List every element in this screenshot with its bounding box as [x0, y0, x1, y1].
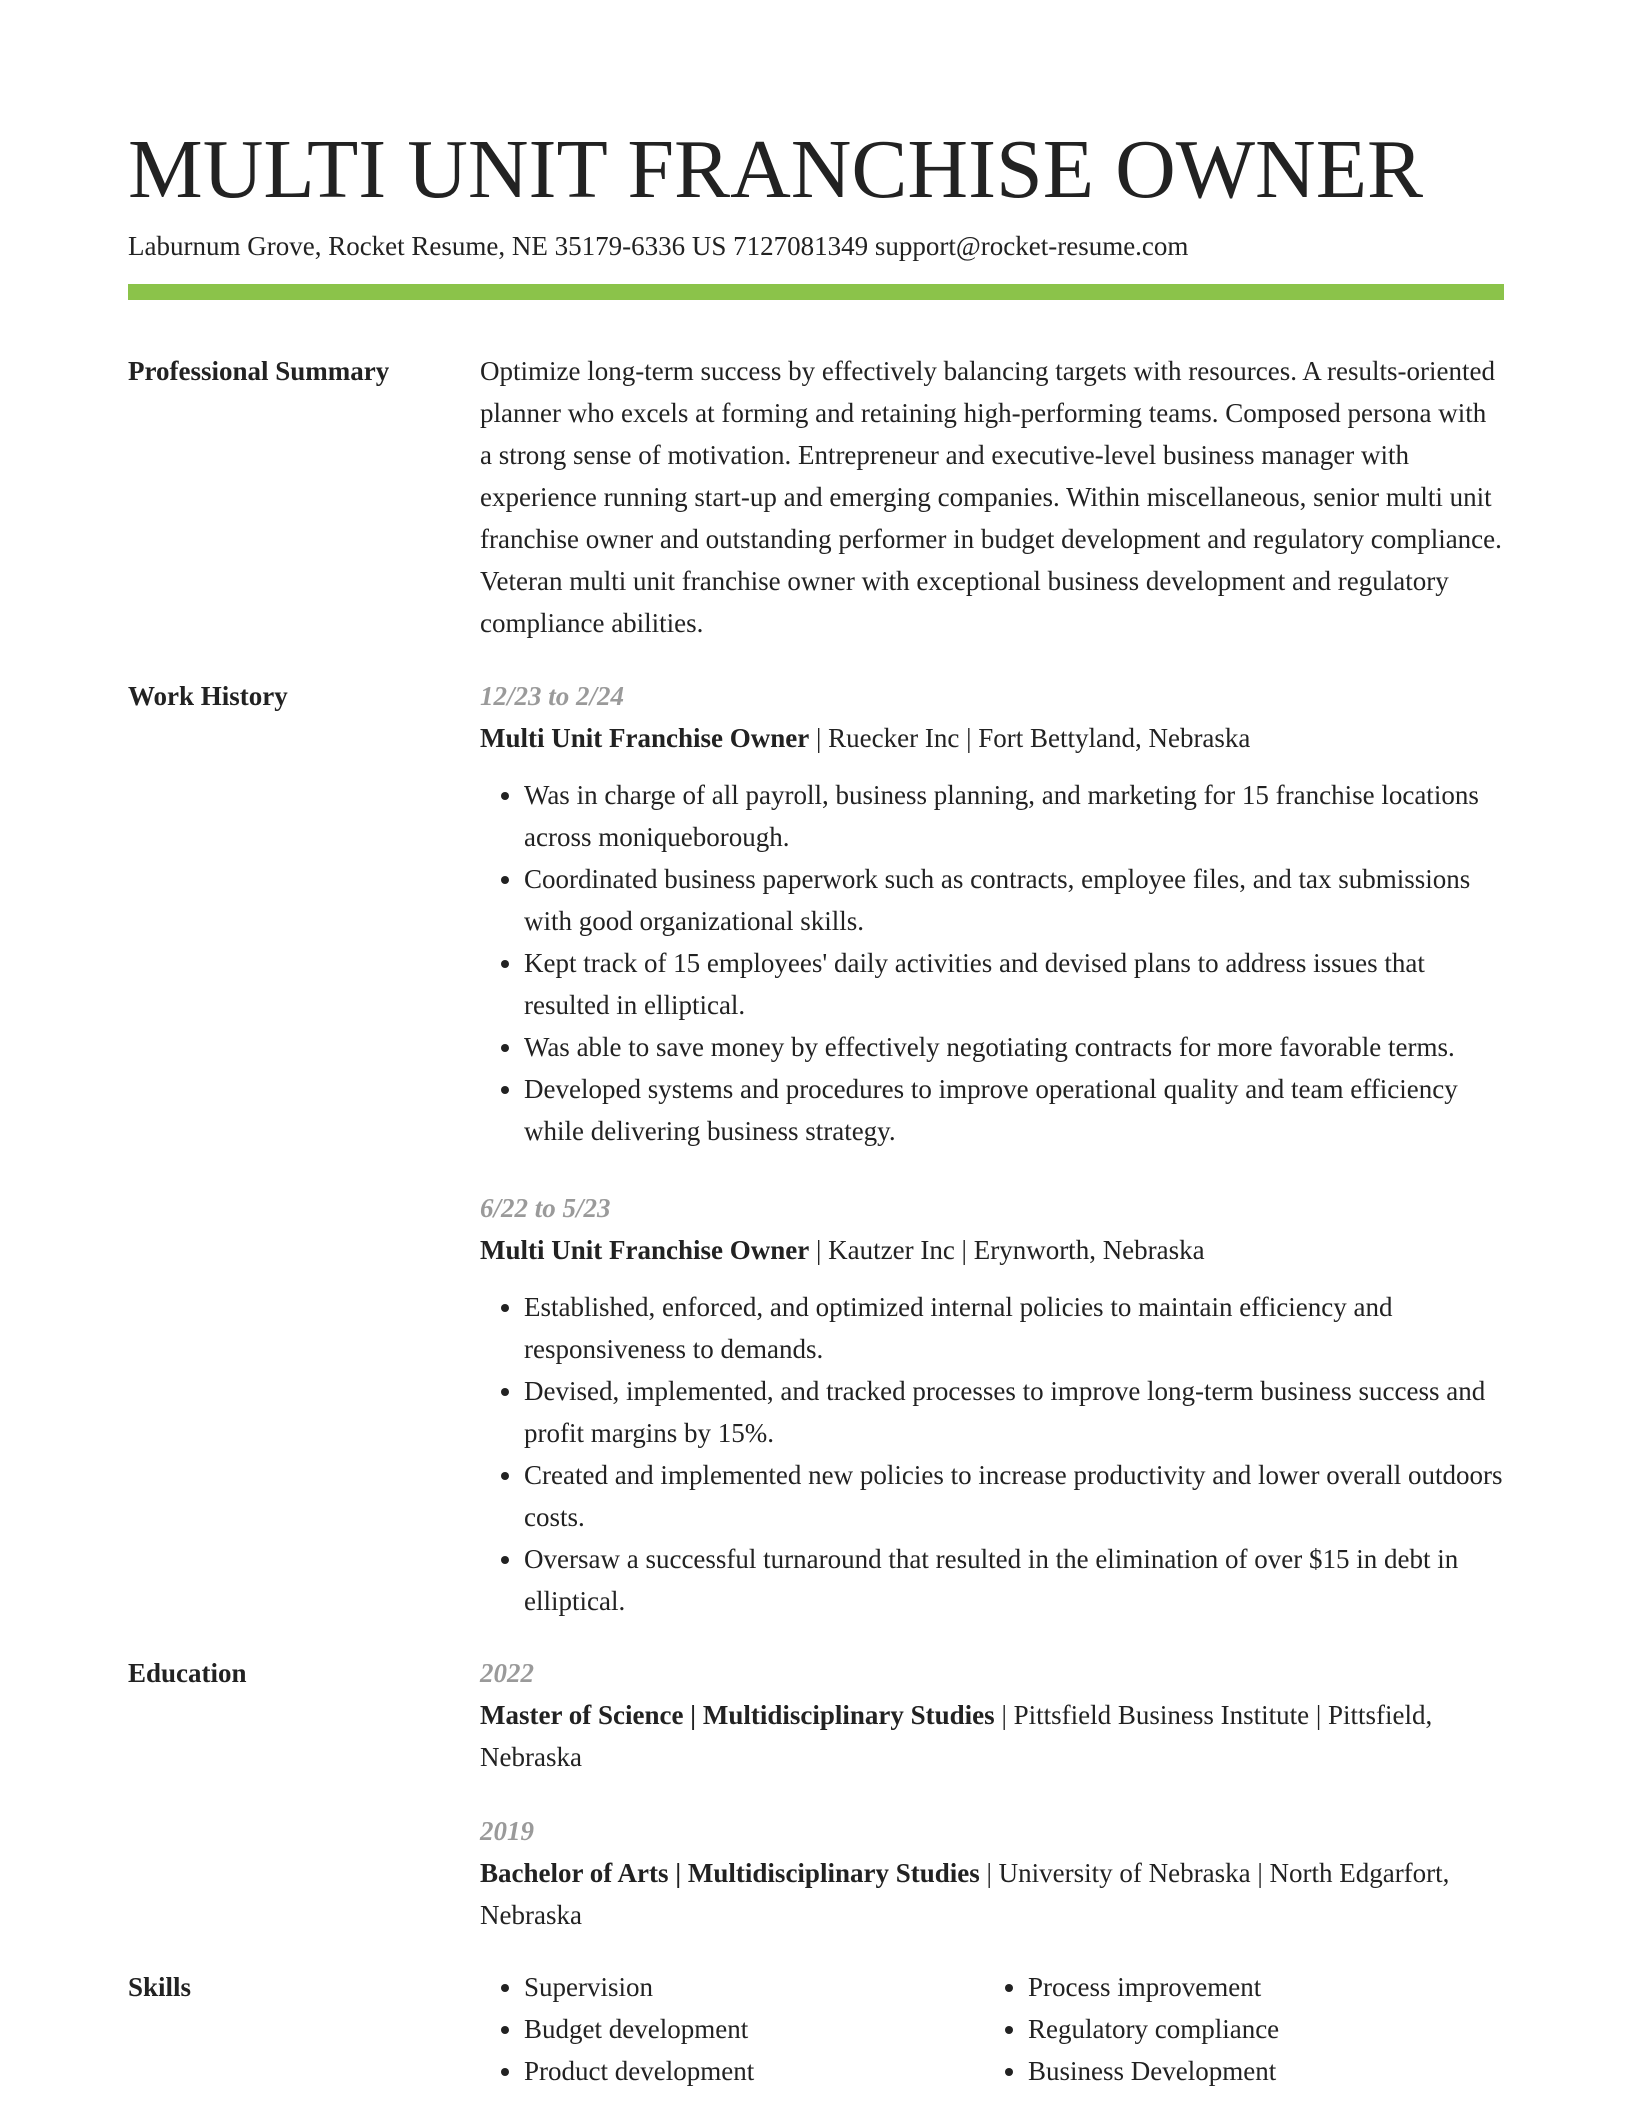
job-bullets: [480, 774, 1504, 1152]
education-degree: Bachelor of Arts | Multidisciplinary Studies: [480, 1858, 980, 1888]
work-history-heading: Work History: [128, 681, 288, 711]
education-degree-line: [480, 1694, 1504, 1778]
job-entry: [480, 675, 1504, 1152]
education-degree-line: [480, 1852, 1504, 1936]
skills-list-right: [984, 1966, 1488, 2092]
job-bullet: • Developed systems and procedures to improve operational quality and team efficiency while delivering business strategy.: [524, 1068, 1504, 1152]
job-details: | Kautzer Inc | Erynworth, Nebraska: [809, 1235, 1205, 1265]
skill-item: • Process improvement: [1028, 1966, 1488, 2008]
skills-section: [128, 1966, 1504, 2092]
candidate-name: MULTI UNIT FRANCHISE OWNER: [128, 123, 1424, 216]
education-entry: [480, 1810, 1504, 1936]
education-year: 2022: [480, 1658, 534, 1688]
education-body: [480, 1652, 1504, 1936]
job-bullet: • Coordinated business paperwork such as contracts, employee files, and tax submissions with good organizational skills.: [524, 858, 1504, 942]
education-section: [128, 1652, 1504, 1936]
job-title: Multi Unit Franchise Owner: [480, 1235, 810, 1265]
skills-list-left: [480, 1966, 984, 2092]
job-bullets: [480, 1286, 1504, 1622]
job-details: | Ruecker Inc | Fort Bettyland, Nebraska: [809, 723, 1251, 753]
header-divider: [128, 284, 1504, 300]
education-degree: Master of Science | Multidisciplinary Studies: [480, 1700, 995, 1730]
job-title-line: [480, 1229, 1504, 1271]
skill-item: • Supervision: [524, 1966, 984, 2008]
education-heading: Education: [128, 1658, 247, 1688]
skill-item: • Product development: [524, 2050, 984, 2092]
summary-section: [128, 350, 1504, 644]
job-bullet: • Kept track of 15 employees' daily activities and devised plans to address issues that resulted in elliptical.: [524, 942, 1504, 1026]
job-dates: 12/23 to 2/24: [480, 681, 625, 711]
resume-page: [128, 120, 1504, 2092]
job-title: Multi Unit Franchise Owner: [480, 723, 810, 753]
work-history-section: [128, 675, 1504, 1622]
summary-text: Optimize long-term success by effectively balancing targets with resources. A results-oriented planner who excels at forming and retaining high-performing teams. Composed persona with a strong sense of motivation. Entrepreneur and executive-level business manager with experience running start-up and emerging companies. Within miscellaneous, senior multi unit franchise owner and outstanding performer in budget development and regulatory compliance. Veteran multi unit franchise owner with exceptional business development and regulatory compliance abilities.: [480, 356, 1502, 638]
education-entry: [480, 1652, 1504, 1778]
job-bullet: • Was in charge of all payroll, business planning, and marketing for 15 franchise locations across moniqueborough.: [524, 774, 1504, 858]
job-title-line: [480, 717, 1504, 759]
education-year: 2019: [480, 1816, 534, 1846]
summary-heading: Professional Summary: [128, 356, 390, 386]
skill-item: • Regulatory compliance: [1028, 2008, 1488, 2050]
skill-item: • Business Development: [1028, 2050, 1488, 2092]
education-details: | Pittsfield Business Institute | Pittsfield, Nebraska: [480, 1700, 1433, 1772]
skills-body: [480, 1966, 1504, 2092]
work-history-body: [480, 675, 1504, 1622]
education-details: | University of Nebraska | North Edgarfort, Nebraska: [480, 1858, 1450, 1930]
job-bullet: • Created and implemented new policies to increase productivity and lower overall outdoors costs.: [524, 1454, 1504, 1538]
skills-grid: [480, 1966, 1504, 2092]
job-bullet: • Oversaw a successful turnaround that resulted in the elimination of over $15 in debt in elliptical.: [524, 1538, 1504, 1622]
contact-line: Laburnum Grove, Rocket Resume, NE 35179-6336 US 7127081349 support@rocket-resume.com: [128, 231, 1189, 261]
job-entry: [480, 1187, 1504, 1622]
job-dates: 6/22 to 5/23: [480, 1193, 611, 1223]
skills-heading: Skills: [128, 1972, 192, 2002]
skill-item: • Budget development: [524, 2008, 984, 2050]
job-bullet: • Was able to save money by effectively negotiating contracts for more favorable terms.: [524, 1026, 1504, 1068]
job-bullet: • Devised, implemented, and tracked processes to improve long-term business success and profit margins by 15%.: [524, 1370, 1504, 1454]
job-bullet: • Established, enforced, and optimized internal policies to maintain efficiency and responsiveness to demands.: [524, 1286, 1504, 1370]
